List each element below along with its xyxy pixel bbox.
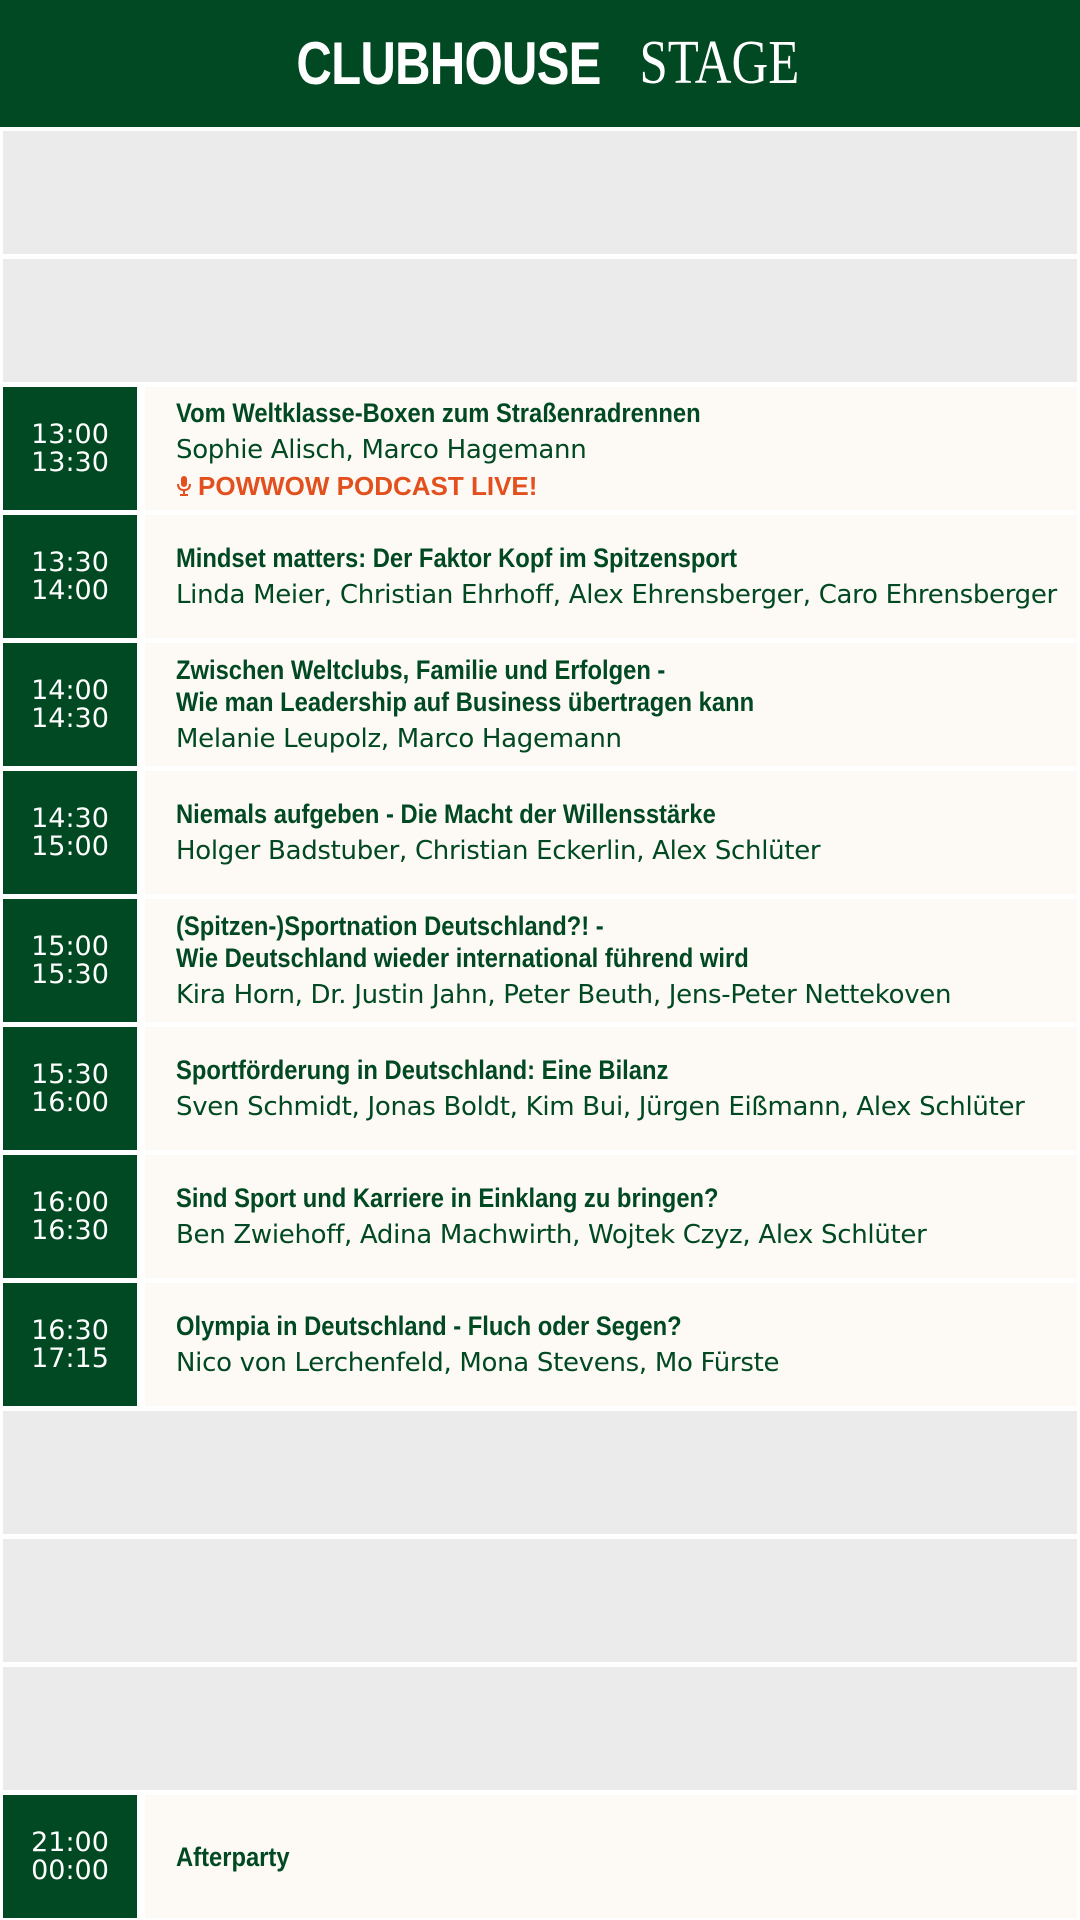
start-time: 14:00: [31, 674, 109, 706]
schedule-row[interactable]: [3, 515, 1077, 638]
podcast-badge: [176, 471, 1077, 501]
time-slot: [3, 899, 137, 1022]
schedule-row[interactable]: [3, 1795, 1077, 1918]
session-title: [176, 798, 969, 830]
session-title-line: Niemals aufgeben - Die Macht der Willensstärke: [176, 798, 716, 829]
time-slot: [3, 771, 137, 894]
session-speakers: Holger Badstuber, Christian Eckerlin, Alex Schlüter: [176, 835, 821, 866]
empty-slot: [3, 259, 1077, 382]
end-time: 14:30: [31, 702, 109, 734]
end-time: 14:00: [31, 574, 109, 606]
start-time: 16:30: [31, 1314, 109, 1346]
session-info: [145, 1795, 1077, 1918]
time-slot: [3, 515, 137, 638]
session-speakers: Sophie Alisch, Marco Hagemann: [176, 434, 587, 465]
schedule-row[interactable]: [3, 1283, 1077, 1406]
session-info: [145, 643, 1077, 766]
stage-title-light: STAGE: [639, 29, 800, 97]
microphone-icon: [176, 475, 192, 497]
end-time: 17:15: [31, 1342, 109, 1374]
session-title-line: (Spitzen-)Sportnation Deutschland?! -: [176, 910, 604, 941]
end-time: 00:00: [31, 1854, 109, 1886]
session-title: [176, 910, 969, 974]
session-title-line: Sportförderung in Deutschland: Eine Bilanz: [176, 1054, 669, 1085]
session-title-line: Afterparty: [176, 1841, 290, 1872]
session-speakers: Linda Meier, Christian Ehrhoff, Alex Ehrensberger, Caro Ehrensberger: [176, 579, 1057, 610]
session-title-line: Vom Weltklasse-Boxen zum Straßenradrennen: [176, 397, 701, 428]
schedule-row[interactable]: [3, 1155, 1077, 1278]
schedule-row[interactable]: [3, 643, 1077, 766]
time-slot: [3, 1027, 137, 1150]
end-time: 16:30: [31, 1214, 109, 1246]
session-title-line: Wie Deutschland wieder international führend wird: [176, 942, 749, 973]
time-slot: [3, 1283, 137, 1406]
session-speakers: Nico von Lerchenfeld, Mona Stevens, Mo Fürste: [176, 1347, 780, 1378]
session-title-line: Wie man Leadership auf Business übertragen kann: [176, 686, 755, 717]
empty-slot: [3, 1539, 1077, 1662]
schedule-row[interactable]: [3, 387, 1077, 510]
start-time: 15:30: [31, 1058, 109, 1090]
session-info: [145, 1155, 1077, 1278]
session-title-line: Olympia in Deutschland - Fluch oder Segen?: [176, 1310, 682, 1341]
time-slot: [3, 387, 137, 510]
stage-header: [0, 0, 1080, 127]
end-time: 15:00: [31, 830, 109, 862]
session-title: [176, 1054, 969, 1086]
time-slot: [3, 643, 137, 766]
end-time: 13:30: [31, 446, 109, 478]
session-title-line: Zwischen Weltclubs, Familie und Erfolgen -: [176, 654, 666, 685]
start-time: 15:00: [31, 930, 109, 962]
start-time: 13:30: [31, 546, 109, 578]
session-title: [176, 1310, 969, 1342]
schedule-row[interactable]: [3, 899, 1077, 1022]
session-info: [145, 1027, 1077, 1150]
session-info: [145, 387, 1077, 510]
time-slot: [3, 1155, 137, 1278]
session-title: [176, 542, 969, 574]
podcast-badge-label: POWWOW PODCAST LIVE!: [198, 470, 538, 501]
schedule-row[interactable]: [3, 1027, 1077, 1150]
session-info: [145, 899, 1077, 1022]
session-speakers: Kira Horn, Dr. Justin Jahn, Peter Beuth, Jens-Peter Nettekoven: [176, 979, 952, 1010]
start-time: 13:00: [31, 418, 109, 450]
empty-slot: [3, 1667, 1077, 1790]
session-title-line: Sind Sport und Karriere in Einklang zu bringen?: [176, 1182, 719, 1213]
empty-slot: [3, 1411, 1077, 1534]
start-time: 21:00: [31, 1826, 109, 1858]
end-time: 15:30: [31, 958, 109, 990]
session-speakers: Melanie Leupolz, Marco Hagemann: [176, 723, 622, 754]
session-title-line: Mindset matters: Der Faktor Kopf im Spitzensport: [176, 542, 738, 573]
session-title: [176, 654, 969, 718]
session-info: [145, 1283, 1077, 1406]
stage-title-bold: CLUBHOUSE: [296, 30, 601, 97]
session-info: [145, 771, 1077, 894]
session-title: [176, 397, 969, 429]
end-time: 16:00: [31, 1086, 109, 1118]
empty-slot: [3, 131, 1077, 254]
time-slot: [3, 1795, 137, 1918]
start-time: 16:00: [31, 1186, 109, 1218]
session-speakers: Ben Zwiehoff, Adina Machwirth, Wojtek Czyz, Alex Schlüter: [176, 1219, 927, 1250]
schedule-row[interactable]: [3, 771, 1077, 894]
session-title: [176, 1841, 969, 1873]
session-speakers: Sven Schmidt, Jonas Boldt, Kim Bui, Jürgen Eißmann, Alex Schlüter: [176, 1091, 1025, 1122]
session-title: [176, 1182, 969, 1214]
session-info: [145, 515, 1077, 638]
start-time: 14:30: [31, 802, 109, 834]
